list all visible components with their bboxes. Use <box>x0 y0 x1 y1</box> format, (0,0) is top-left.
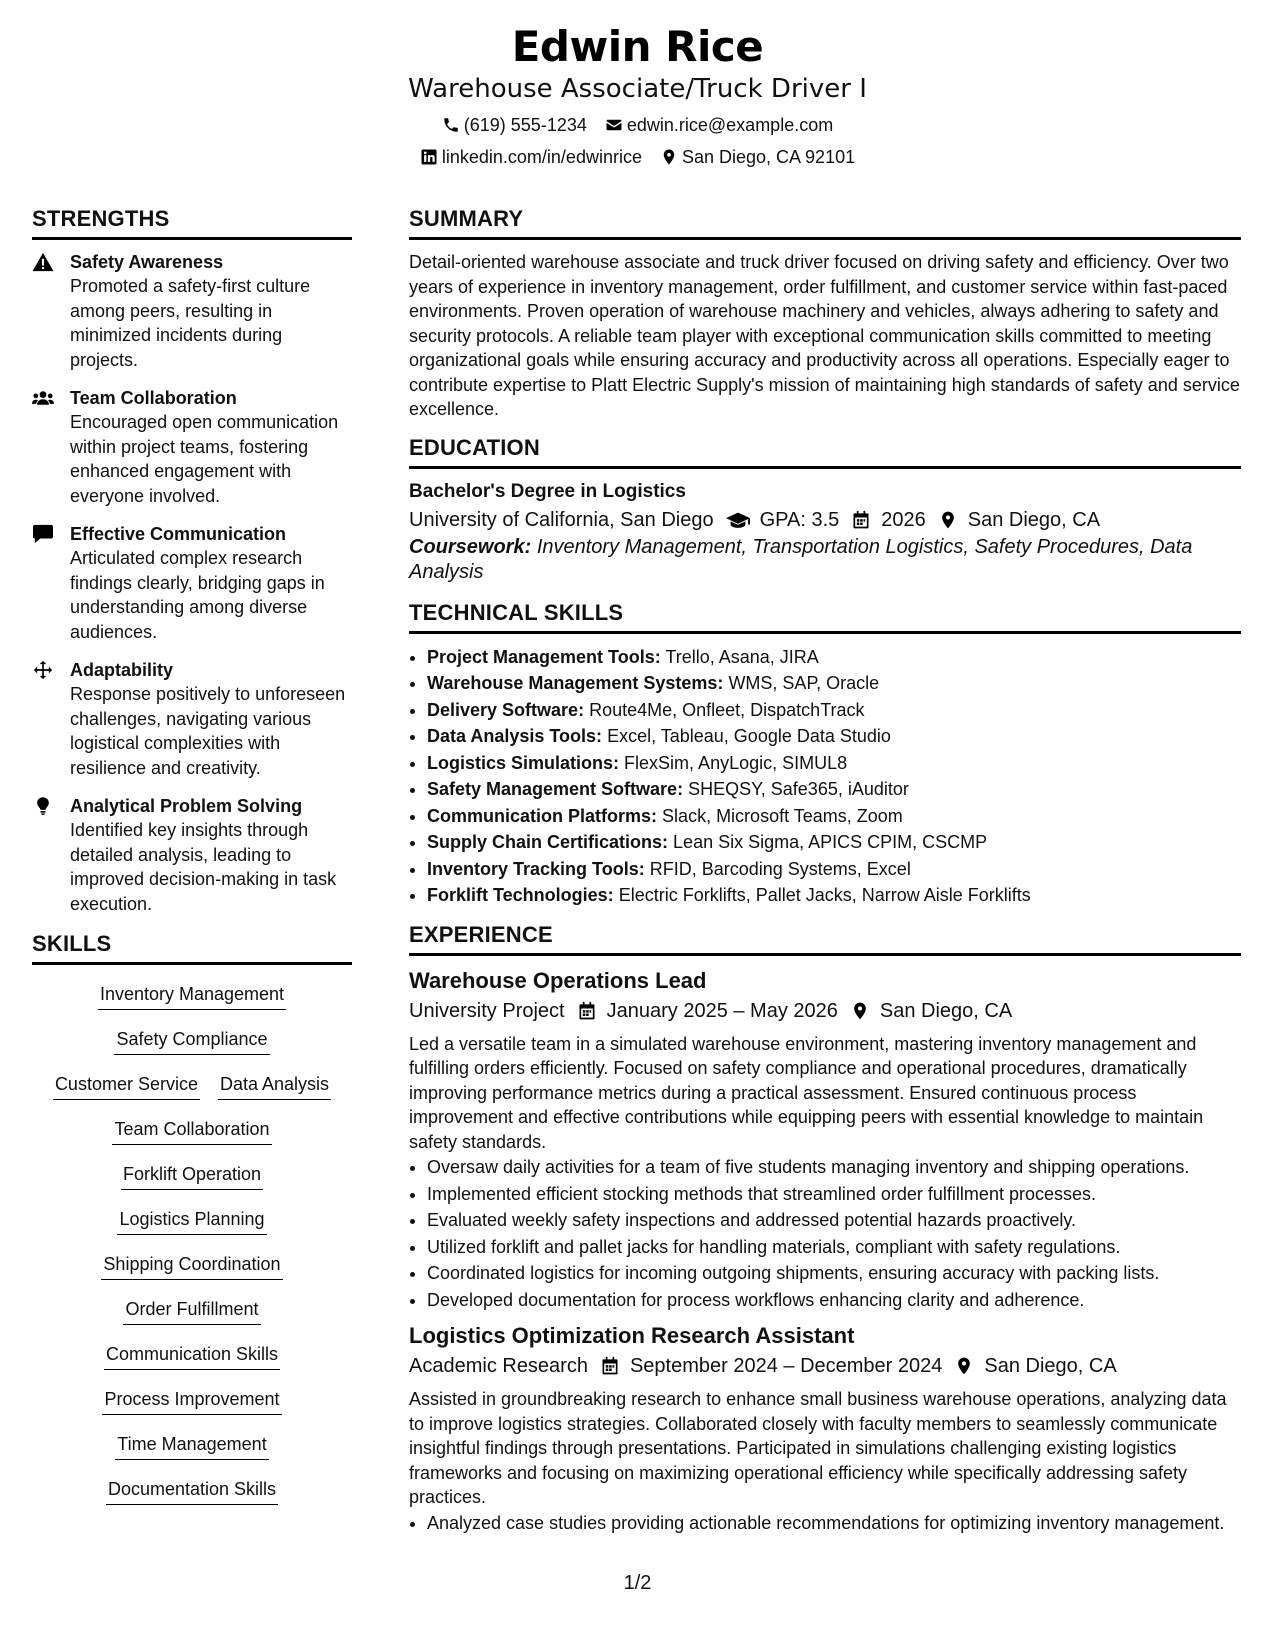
page-number: 1/2 <box>623 1572 652 1594</box>
strength-item <box>32 794 352 916</box>
strength-name: Adaptability <box>70 660 174 680</box>
education-school: University of California, San Diego <box>409 508 714 531</box>
job-bullets <box>409 1510 1241 1537</box>
location-text: San Diego, CA 92101 <box>681 147 856 167</box>
list-item: • Implemented efficient stocking methods that streamlined order fulfillment processes. <box>427 1181 1241 1208</box>
strength-desc: Articulated complex research findings clearly, bridging gaps in understanding among diverse audiences. <box>70 548 325 642</box>
technical-skills-list <box>409 644 1241 909</box>
linkedin-icon <box>420 148 438 166</box>
list-item: • Analyzed case studies providing actionable recommendations for optimizing inventory management. <box>427 1510 1241 1537</box>
linkedin-text: linkedin.com/in/edwinrice <box>441 147 642 167</box>
summary-text: Detail-oriented warehouse associate and truck driver focused on driving safety and efficiency. Over two years of experience in inventory management, order fulfillment, and customer service within fast-paced environments. Proven operation of warehouse machinery and vehicles, always adhering to safety and security protocols. A reliable team player with exceptional communication skills committed to meeting organizational goals while ensuring accuracy and productivity across all operations. Especially eager to contribute expertise to Platt Electric Supply's mission of maintaining high standards of safety and service excellence. <box>409 252 1240 419</box>
warning-icon <box>32 250 56 274</box>
job-bullets <box>409 1154 1241 1313</box>
right-column <box>409 205 1241 1544</box>
skill-tag: Communication Skills <box>104 1341 280 1370</box>
job-description: Led a versatile team in a simulated warehouse environment, mastering inventory management and fulfilling orders efficiently. Focused on safety compliance and operational procedures, dramatically improving performance metrics during a practical assessment. Ensured continuous process improvement and effective contributions while equipping peers with essential knowledge to maintain safety standards. <box>409 1033 1204 1152</box>
job-entry <box>409 1321 1241 1536</box>
phone-text: (619) 555-1234 <box>463 115 587 135</box>
skills-row <box>32 1026 352 1071</box>
map-pin-icon <box>660 148 678 166</box>
skills-heading: SKILLS <box>32 930 352 965</box>
skill-tag: Forklift Operation <box>121 1161 263 1190</box>
contact-phone[interactable] <box>442 112 587 138</box>
calendar-icon <box>600 1356 620 1376</box>
job-org: Academic Research <box>409 1355 588 1377</box>
job-meta <box>409 1351 1241 1381</box>
education-degree: Bachelor's Degree in Logistics <box>409 480 686 502</box>
map-pin-icon <box>954 1356 974 1376</box>
strength-desc: Identified key insights through detailed analysis, leading to improved decision-making in task execution. <box>70 820 337 914</box>
strength-item <box>32 386 352 508</box>
education-year: 2026 <box>881 508 926 531</box>
strength-item <box>32 658 352 780</box>
skills-row <box>32 1341 352 1386</box>
list-item: • Data Analysis Tools: Excel, Tableau, Google Data Studio <box>427 723 1241 750</box>
coursework-label: Coursework: <box>409 535 532 558</box>
list-item: • Oversaw daily activities for a team of five students managing inventory and shipping operations. <box>427 1154 1241 1181</box>
skills-list <box>32 975 352 1521</box>
education-heading: EDUCATION <box>409 434 1241 469</box>
skills-row <box>32 1116 352 1161</box>
skill-tag: Shipping Coordination <box>101 1251 282 1280</box>
skill-tag: Documentation Skills <box>106 1476 278 1505</box>
comment-icon <box>32 522 56 546</box>
list-item: • Evaluated weekly safety inspections and addressed potential hazards proactively. <box>427 1207 1241 1234</box>
graduation-cap-icon <box>726 510 750 530</box>
list-item: • Communication Platforms: Slack, Microsoft Teams, Zoom <box>427 803 1241 830</box>
strength-item <box>32 522 352 644</box>
job-location: San Diego, CA <box>879 999 1013 1022</box>
contact-linkedin[interactable] <box>420 144 642 170</box>
strength-name: Analytical Problem Solving <box>70 796 303 816</box>
contact-row-2 <box>0 144 1275 170</box>
skills-row <box>32 981 352 1026</box>
skills-row <box>32 1386 352 1431</box>
job-title: Warehouse Operations Lead <box>409 967 707 993</box>
skill-tag: Customer Service <box>53 1071 200 1100</box>
envelope-icon <box>605 116 623 134</box>
candidate-title: Warehouse Associate/Truck Driver I <box>408 74 867 104</box>
job-location: San Diego, CA <box>984 1355 1117 1377</box>
map-pin-icon <box>938 510 958 530</box>
left-column <box>32 205 352 1521</box>
contact-email[interactable] <box>605 112 833 138</box>
list-item: • Coordinated logistics for incoming outgoing shipments, ensuring accuracy with packing lists. <box>427 1260 1241 1287</box>
job-dates: January 2025 – May 2026 <box>606 999 838 1022</box>
skill-tag: Time Management <box>115 1431 268 1460</box>
job-dates: September 2024 – December 2024 <box>629 1355 943 1377</box>
job-org: University Project <box>409 999 565 1022</box>
strength-name: Team Collaboration <box>70 388 237 408</box>
skill-tag: Order Fulfillment <box>123 1296 260 1325</box>
strength-name: Effective Communication <box>70 524 287 544</box>
strength-name: Safety Awareness <box>70 252 224 272</box>
strength-desc: Response positively to unforeseen challenges, navigating various logistical complexities with resilience and creativity. <box>70 684 346 778</box>
education-gpa: GPA: 3.5 <box>759 508 840 531</box>
job-title: Logistics Optimization Research Assistant <box>409 1323 855 1348</box>
users-icon <box>32 386 56 410</box>
skill-tag: Inventory Management <box>98 981 286 1010</box>
resume-header <box>0 20 1275 170</box>
education-coursework <box>409 535 1241 585</box>
calendar-icon <box>851 510 871 530</box>
job-description: Assisted in groundbreaking research to enhance small business warehouse operations, analyzing data to improve logistics strategies. Collaborated closely with faculty members to seamlessly communicate insightful findings through presentations. Participated in simulations challenging existing logistics frameworks and focusing on maximizing operational efficiency while specifically addressing safety practices. <box>409 1389 1227 1507</box>
candidate-name: Edwin Rice <box>511 22 764 71</box>
skills-row <box>32 1206 352 1251</box>
skills-row <box>32 1161 352 1206</box>
list-item: • Project Management Tools: Trello, Asana, JIRA <box>427 644 1241 671</box>
email-text: edwin.rice@example.com <box>626 115 834 135</box>
skills-row <box>32 1476 352 1521</box>
experience-heading: EXPERIENCE <box>409 921 1241 956</box>
education-location: San Diego, CA <box>967 508 1101 531</box>
list-item: • Utilized forklift and pallet jacks for handling materials, compliant with safety regulations. <box>427 1234 1241 1261</box>
list-item: • Safety Management Software: SHEQSY, Safe365, iAuditor <box>427 776 1241 803</box>
strengths-heading: STRENGTHS <box>32 205 352 240</box>
skill-tag: Data Analysis <box>218 1071 331 1100</box>
contact-row-1 <box>0 112 1275 138</box>
education-meta <box>409 505 1241 535</box>
list-item: • Delivery Software: Route4Me, Onfleet, DispatchTrack <box>427 697 1241 724</box>
list-item: • Logistics Simulations: FlexSim, AnyLogic, SIMUL8 <box>427 750 1241 777</box>
map-pin-icon <box>850 1001 870 1021</box>
skills-row <box>32 1296 352 1341</box>
arrows-icon <box>32 658 56 682</box>
job-meta <box>409 996 1241 1026</box>
technical-skills-heading: TECHNICAL SKILLS <box>409 599 1241 634</box>
summary-heading: SUMMARY <box>409 205 1241 240</box>
strength-item <box>32 250 352 372</box>
list-item: • Developed documentation for process workflows enhancing clarity and adherence. <box>427 1287 1241 1314</box>
skills-row <box>32 1251 352 1296</box>
lightbulb-icon <box>32 794 56 818</box>
skill-tag: Team Collaboration <box>112 1116 271 1145</box>
contact-location <box>660 144 855 170</box>
list-item: • Warehouse Management Systems: WMS, SAP, Oracle <box>427 670 1241 697</box>
coursework-text: Inventory Management, Transportation Logistics, Safety Procedures, Data Analysis <box>409 535 1193 583</box>
skills-row <box>32 1071 352 1116</box>
phone-icon <box>442 116 460 134</box>
list-item: • Forklift Technologies: Electric Forklifts, Pallet Jacks, Narrow Aisle Forklifts <box>427 882 1241 909</box>
strength-desc: Promoted a safety-first culture among peers, resulting in minimized incidents during projects. <box>70 276 311 370</box>
list-item: • Inventory Tracking Tools: RFID, Barcoding Systems, Excel <box>427 856 1241 883</box>
strength-desc: Encouraged open communication within project teams, fostering enhanced engagement with everyone involved. <box>70 412 339 506</box>
calendar-icon <box>577 1001 597 1021</box>
skills-row <box>32 1431 352 1476</box>
list-item: • Supply Chain Certifications: Lean Six Sigma, APICS CPIM, CSCMP <box>427 829 1241 856</box>
job-entry <box>409 966 1241 1314</box>
skill-tag: Process Improvement <box>102 1386 281 1415</box>
skill-tag: Safety Compliance <box>114 1026 269 1055</box>
skill-tag: Logistics Planning <box>117 1206 266 1235</box>
